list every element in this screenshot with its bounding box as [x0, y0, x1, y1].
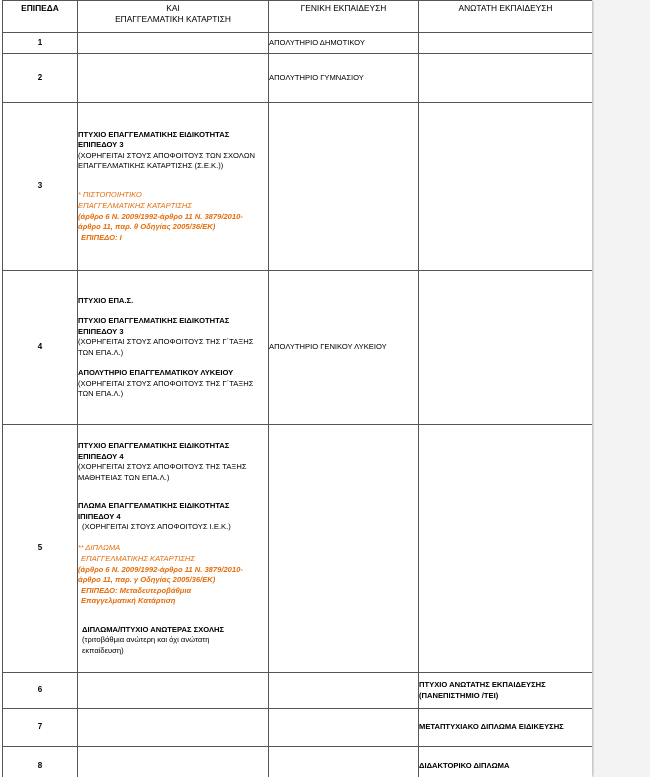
level-cell: 8 — [3, 747, 78, 777]
header-vocational-line1: ΚΑΙ — [166, 3, 180, 13]
vocational-cell — [78, 33, 269, 54]
text-line: ΕΠΑΓΓΕΛΜΑΤΙΚΗΣ ΚΑΤΑΡΤΙΣΗΣ — [78, 201, 192, 211]
header-row — [3, 1, 593, 33]
text-line: ΔΙΠΛΩΜΑ — [85, 542, 121, 552]
higher-cell: ΔΙΔΑΚΤΟΡΙΚΟ ΔΙΠΛΩΜΑ — [419, 747, 593, 777]
higher-cell — [419, 271, 593, 425]
text-line: ΜΑΘΗΤΕΙΑΣ ΤΩΝ ΕΠΑ.Λ.) — [78, 472, 170, 482]
text-line: (ΠΑΝΕΠΙΣΤΗΜΙΟ /ΤΕΙ) — [419, 690, 499, 700]
text-line: εκπαίδευση) — [82, 645, 124, 655]
higher-cell — [419, 33, 593, 54]
text-line: ΠΤΥΧΙΟ ΕΠΑΓΓΕΛΜΑΤΙΚΗΣ ΕΙΔΙΚΟΤΗΤΑΣ — [78, 129, 230, 139]
level-cell: 2 — [3, 54, 78, 103]
general-cell: ΑΠΟΛΥΤΗΡΙΟ ΔΗΜΟΤΙΚΟΥ — [269, 33, 419, 54]
text-line: ΕΠΙΠΕΔΟΥ 3 — [78, 140, 124, 150]
table-row — [3, 33, 593, 54]
text-line: (άρθρο 6 Ν. 2009/1992-άρθρο 11 Ν. 3879/2010- — [78, 211, 243, 221]
text-line: ΤΩΝ ΕΠΑ.Λ.) — [78, 389, 124, 398]
table-row — [3, 747, 593, 777]
text-line: ΕΠΑΓΓΕΛΜΑΤΙΚΗΣ ΚΑΤΑΡΤΙΣΗΣ — [81, 554, 195, 563]
vocational-cell — [78, 425, 269, 673]
vocational-cell — [78, 673, 269, 709]
vocational-cell — [78, 54, 269, 103]
level-cell: 1 — [3, 33, 78, 54]
vocational-cell — [78, 747, 269, 777]
level-cell: 3 — [3, 103, 78, 271]
text-line: ΕΠΙΠΕΔΟ: Ι — [81, 232, 122, 242]
table-row — [3, 103, 593, 271]
text-line: ΠΤΥΧΙΟ ΕΠΑ.Σ. — [78, 295, 134, 305]
text-line: ΠΙΣΤΟΠΟΙΗΤΙΚΟ — [82, 189, 142, 199]
general-cell — [269, 709, 419, 747]
text-line: ΠΤΥΧΙΟ ΕΠΑΓΓΕΛΜΑΤΙΚΗΣ ΕΙΔΙΚΟΤΗΤΑΣ — [78, 316, 230, 325]
text-line: ΠΛΩΜΑ ΕΠΑΓΓΕΛΜΑΤΙΚΗΣ ΕΙΔΙΚΟΤΗΤΑΣ — [78, 501, 230, 510]
text-line: ΕΠΙΠΕΔΟΥ 4 — [78, 451, 124, 461]
vocational-cell — [78, 103, 269, 271]
table-row — [3, 673, 593, 709]
text-line: (ΧΟΡΗΓΕΙΤΑΙ ΣΤΟΥΣ ΑΠΟΦΟΙΤΟΥΣ ΤΩΝ ΣΧΟΛΩΝ — [78, 150, 256, 160]
general-cell: ΑΠΟΛΥΤΗΡΙΟ ΓΕΝΙΚΟΥ ΛΥΚΕΙΟΥ — [269, 271, 419, 425]
general-cell — [269, 103, 419, 271]
text-line: Επαγγελματική Κατάρτιση — [81, 596, 176, 605]
vocational-cell — [78, 709, 269, 747]
header-general: ΓΕΝΙΚΗ ΕΚΠΑΙΔΕΥΣΗ — [269, 1, 419, 33]
header-levels: ΕΠΙΠΕΔΑ — [3, 1, 78, 33]
text-line: ΕΠΑΓΓΕΛΜΑΤΙΚΗΣ ΚΑΤΑΡΤΙΣΗΣ (Σ.Ε.Κ.)) — [78, 161, 224, 171]
text-line: (ΧΟΡΗΓΕΙΤΑΙ ΣΤΟΥΣ ΑΠΟΦΟΙΤΟΥΣ ΤΗΣ Γ΄ΤΑΞΗΣ — [78, 337, 254, 346]
text-line: ΕΠΙΠΕΔΟ: Μεταδευτεροβάθμια — [81, 585, 192, 595]
text-line: (άρθρο 6 Ν. 2009/1992-άρθρο 11 Ν. 3879/2010- — [78, 564, 243, 574]
general-cell: ΑΠΟΛΥΤΗΡΙΟ ΓΥΜΝΑΣΙΟΥ — [269, 54, 419, 103]
text-line: ΔΙΠΛΩΜΑ/ΠΤΥΧΙΟ ΑΝΩΤΕΡΑΣ ΣΧΟΛΗΣ — [82, 624, 225, 634]
table-row — [3, 709, 593, 747]
higher-cell — [419, 425, 593, 673]
general-cell — [269, 673, 419, 709]
footnote-marker: ** — [78, 544, 84, 552]
text-line: άρθρο 11, παρ. γ Οδηγίας 2005/36/ΕΚ) — [78, 575, 216, 584]
general-cell — [269, 747, 419, 777]
diploma-note — [78, 543, 268, 607]
table-row — [3, 54, 593, 103]
higher-cell — [419, 54, 593, 103]
text-line: (ΧΟΡΗΓΕΙΤΑΙ ΣΤΟΥΣ ΑΠΟΦΟΙΤΟΥΣ ΤΗΣ ΤΑΞΗΣ — [78, 462, 247, 471]
text-line: (τριτοβάθμια ανώτερη και όχι ανώτατη — [82, 635, 210, 644]
vocational-cell — [78, 271, 269, 425]
table-row — [3, 425, 593, 673]
qualifications-table — [2, 0, 592, 777]
higher-cell — [419, 103, 593, 271]
level-cell: 4 — [3, 271, 78, 425]
text-line: (ΧΟΡΗΓΕΙΤΑΙ ΣΤΟΥΣ ΑΠΟΦΟΙΤΟΥΣ Ι.Ε.Κ.) — [82, 522, 231, 531]
level-cell: 5 — [3, 425, 78, 673]
text-line: άρθρο 11, παρ. θ Οδηγίας 2005/36/ΕΚ) — [78, 222, 216, 232]
text-line: ΕΠΙΠΕΔΟΥ 3 — [78, 326, 124, 336]
text-line: (ΧΟΡΗΓΕΙΤΑΙ ΣΤΟΥΣ ΑΠΟΦΟΙΤΟΥΣ ΤΗΣ Γ΄ΤΑΞΗΣ — [78, 378, 254, 388]
page-margin — [594, 0, 650, 777]
general-cell — [269, 425, 419, 673]
certificate-note — [78, 190, 268, 244]
higher-cell — [419, 673, 593, 709]
level-cell: 6 — [3, 673, 78, 709]
text-line: ΤΩΝ ΕΠΑ.Λ.) — [78, 347, 124, 357]
text-line: ΠΤΥΧΙΟ ΑΝΩΤΑΤΗΣ ΕΚΠΑΙΔΕΥΣΗΣ — [419, 680, 546, 689]
text-line: ΠΤΥΧΙΟ ΕΠΑΓΓΕΛΜΑΤΙΚΗΣ ΕΙΔΙΚΟΤΗΤΑΣ — [78, 441, 230, 450]
table-row — [3, 271, 593, 425]
footnote-marker: * — [78, 191, 81, 199]
text-line: ΑΠΟΛΥΤΗΡΙΟ ΕΠΑΓΓΕΛΜΑΤΙΚΟΥ ΛΥΚΕΙΟΥ — [78, 368, 234, 377]
level-cell: 7 — [3, 709, 78, 747]
header-higher: ΑΝΩΤΑΤΗ ΕΚΠΑΙΔΕΥΣΗ — [419, 1, 593, 33]
header-vocational-line2: ΕΠΑΓΓΕΛΜΑΤΙΚΗ ΚΑΤΑΡΤΙΣΗ — [115, 13, 231, 24]
header-vocational — [78, 1, 269, 33]
text-line: ΙΠΙΠΕΔΟΥ 4 — [78, 511, 121, 521]
higher-cell: ΜΕΤΑΠΤΥΧΙΑΚΟ ΔΙΠΛΩΜΑ ΕΙΔΙΚΕΥΣΗΣ — [419, 709, 593, 747]
